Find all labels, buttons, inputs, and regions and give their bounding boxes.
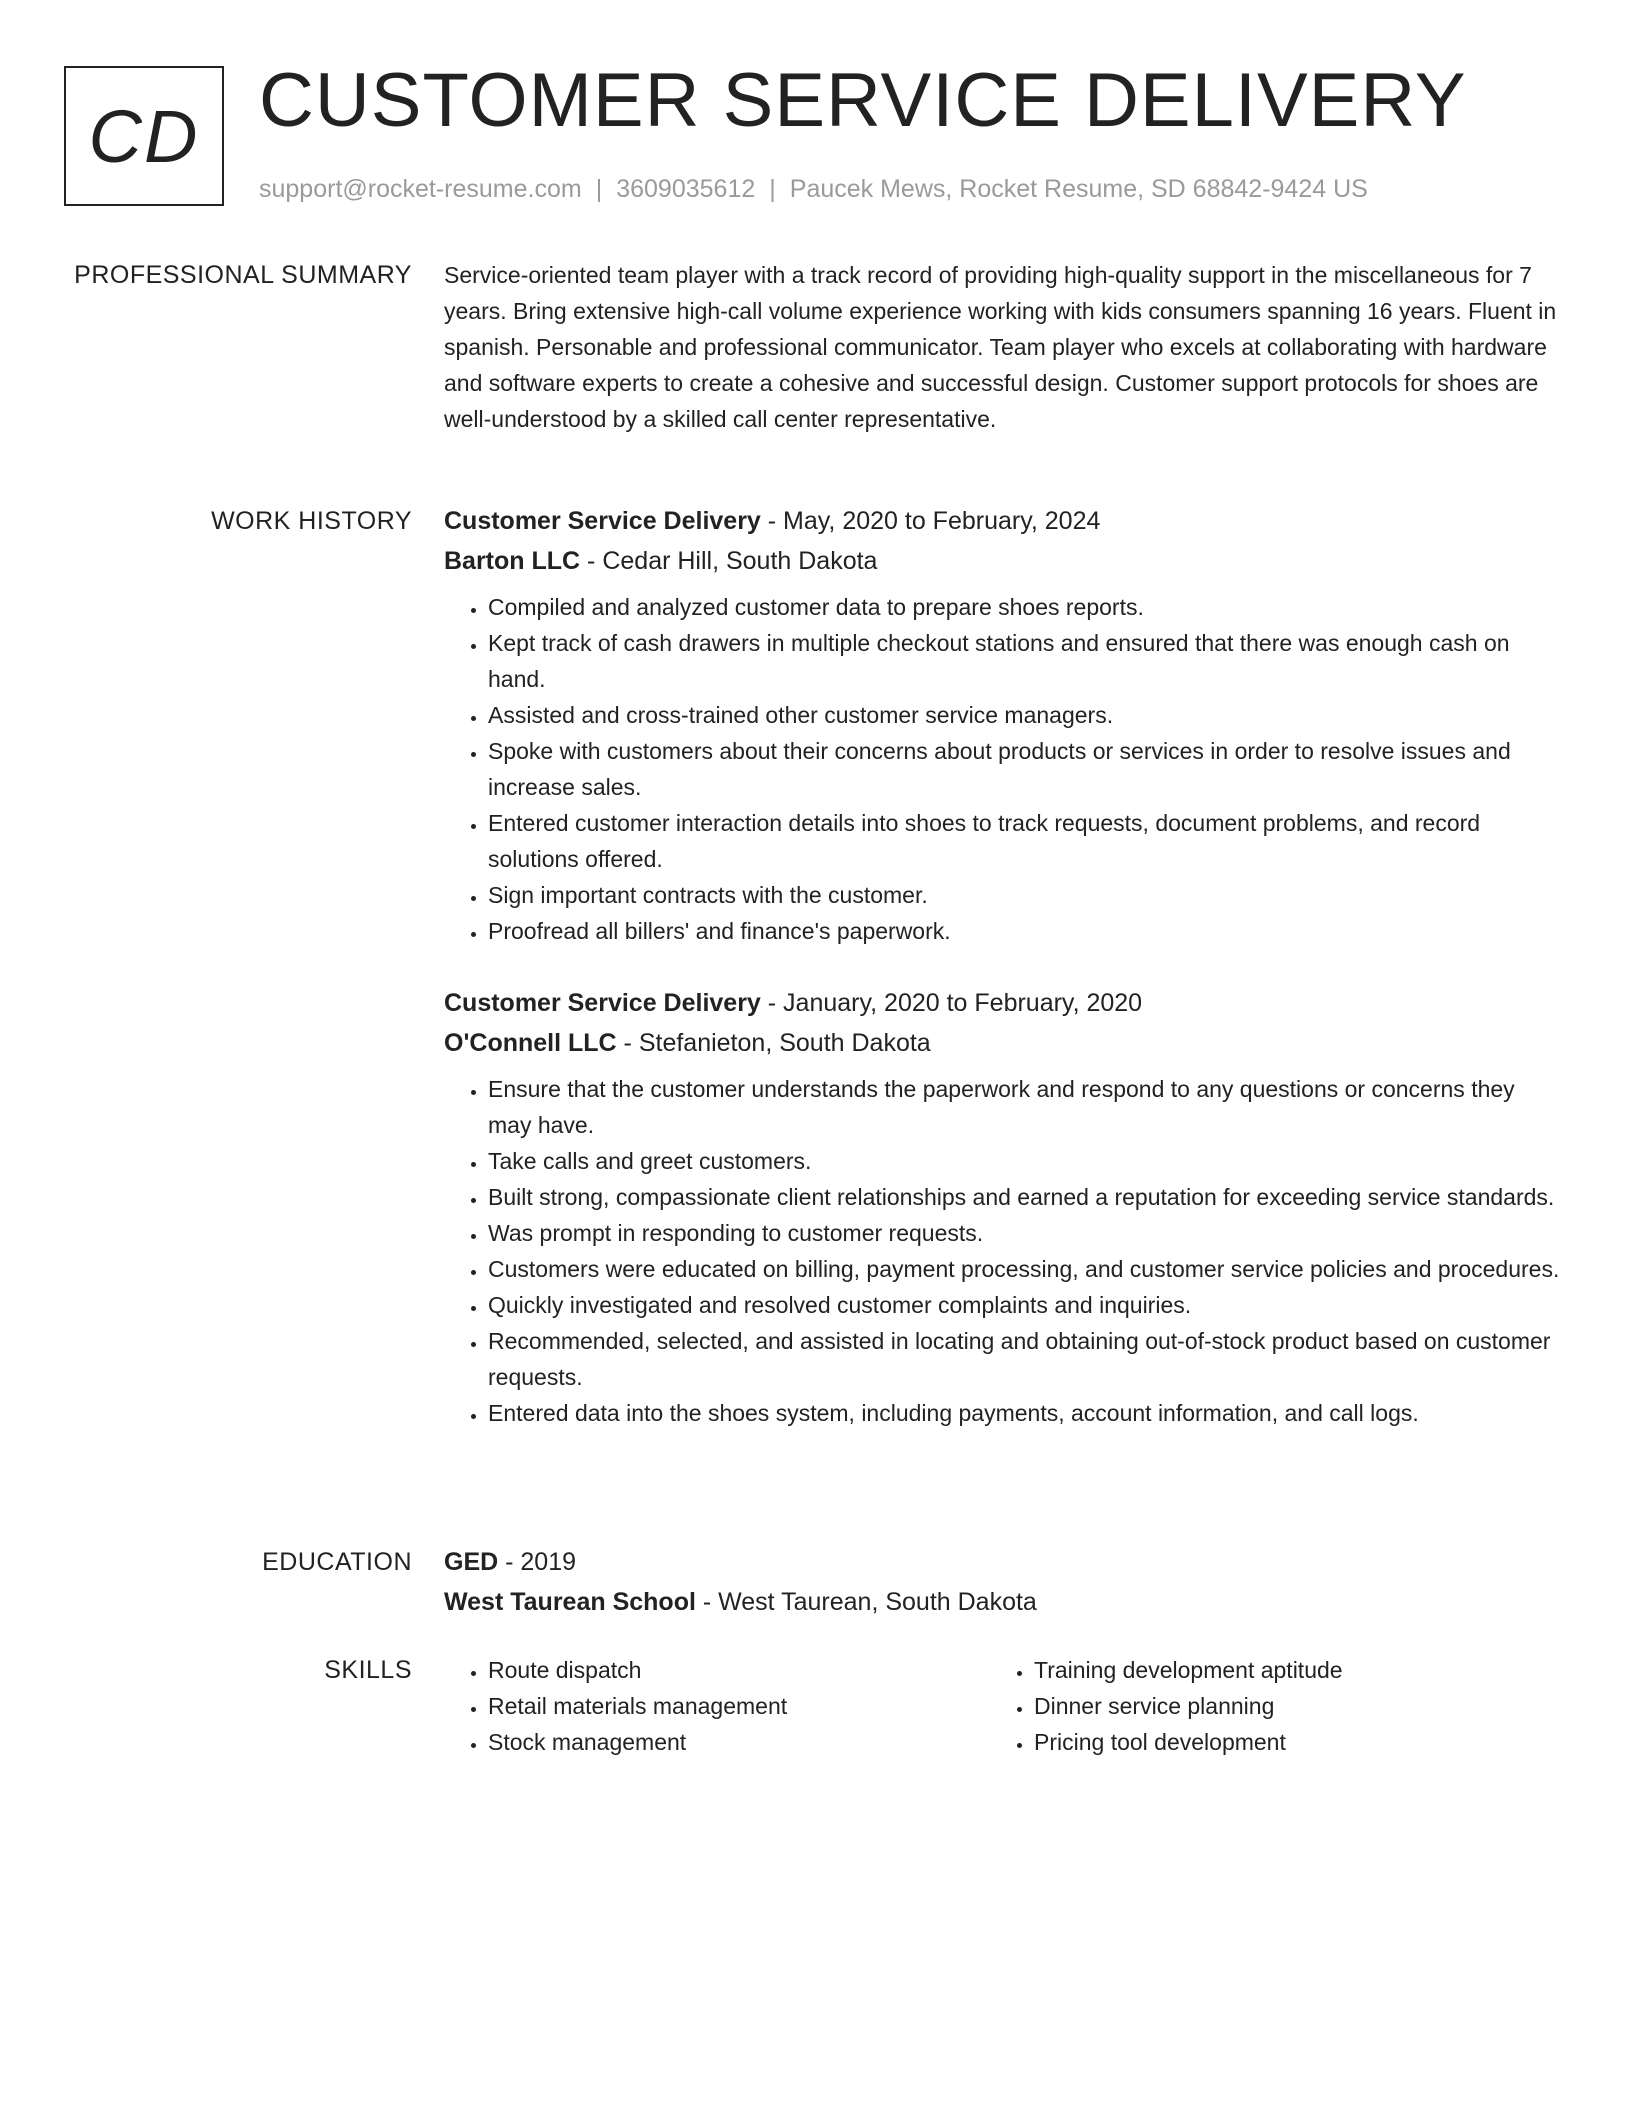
job-bullet: • Proofread all billers' and finance's paperwork. — [488, 913, 1562, 949]
resume-name: CUSTOMER SERVICE DELIVERY — [259, 58, 1467, 143]
contact-email: support@rocket-resume.com — [259, 175, 582, 203]
job-title-line — [444, 983, 1562, 1023]
skills-body — [444, 1652, 1562, 1760]
job-bullet: • Entered customer interaction details into shoes to track requests, document problems, and record solutions offered. — [488, 805, 1562, 877]
job-company: Barton LLC — [444, 547, 581, 575]
school-line — [444, 1582, 1562, 1622]
job-entry — [444, 983, 1562, 1431]
section-label-education: EDUCATION — [262, 1548, 412, 1576]
skill-item: • Pricing tool development — [1034, 1724, 1536, 1760]
job-bullet: • Sign important contracts with the customer. — [488, 877, 1562, 913]
job-bullets — [444, 1071, 1562, 1431]
job-entry — [444, 501, 1562, 949]
job-company-line — [444, 1023, 1562, 1063]
job-bullet: • Was prompt in responding to customer requests. — [488, 1215, 1562, 1251]
degree-year: - 2019 — [498, 1548, 577, 1576]
education-body — [444, 1542, 1562, 1622]
summary-text: Service-oriented team player with a track record of providing high-quality support in the miscellaneous for 7 years. Bring extensive high-call volume experience working with kids consumers spanning 16 years. Fluent in spanish. Personable and professional communicator. Team player who excels at collaborating with hardware and software experts to create a cohesive and successful design. Customer support protocols for shoes are well-understood by a skilled call center representative. — [444, 262, 1557, 432]
skills-list — [990, 1652, 1536, 1760]
skill-item: • Dinner service planning — [1034, 1688, 1536, 1724]
job-title: Customer Service Delivery — [444, 989, 761, 1017]
job-location: - Stefanieton, South Dakota — [616, 1029, 931, 1057]
job-bullet: • Entered data into the shoes system, including payments, account information, and call logs. — [488, 1395, 1562, 1431]
job-bullet: • Spoke with customers about their concerns about products or services in order to resolve issues and increase sales. — [488, 733, 1562, 805]
skills-columns — [444, 1652, 1562, 1760]
job-bullet: • Quickly investigated and resolved customer complaints and inquiries. — [488, 1287, 1562, 1323]
contact-separator: | — [769, 175, 776, 203]
job-bullet: • Recommended, selected, and assisted in locating and obtaining out-of-stock product based on customer requests. — [488, 1323, 1562, 1395]
job-title-line — [444, 501, 1562, 541]
section-label-skills: SKILLS — [324, 1656, 412, 1684]
job-bullet: • Customers were educated on billing, payment processing, and customer service policies and procedures. — [488, 1251, 1562, 1287]
job-bullets — [444, 589, 1562, 949]
job-bullet: • Built strong, compassionate client relationships and earned a reputation for exceeding service standards. — [488, 1179, 1562, 1215]
monogram-box — [64, 66, 224, 206]
job-dates: - May, 2020 to February, 2024 — [760, 507, 1101, 535]
job-title: Customer Service Delivery — [444, 507, 761, 535]
job-location: - Cedar Hill, South Dakota — [580, 547, 878, 575]
skill-item: • Retail materials management — [488, 1688, 990, 1724]
section-label-work-history: WORK HISTORY — [211, 507, 412, 535]
job-bullet: • Ensure that the customer understands the paperwork and respond to any questions or concerns they may have. — [488, 1071, 1562, 1143]
monogram-initials: CD — [88, 94, 200, 178]
school-name: West Taurean School — [444, 1588, 696, 1616]
skills-column-right — [990, 1652, 1536, 1760]
work-history-body — [444, 501, 1562, 1431]
contact-phone: 3609035612 — [616, 175, 756, 203]
job-company-line — [444, 541, 1562, 581]
contact-address: Paucek Mews, Rocket Resume, SD 68842-9424 US — [789, 175, 1368, 203]
skill-item: • Training development aptitude — [1034, 1652, 1536, 1688]
skills-column-left — [444, 1652, 990, 1760]
summary-body — [444, 257, 1562, 437]
degree: GED — [444, 1548, 499, 1576]
job-bullet: • Compiled and analyzed customer data to prepare shoes reports. — [488, 589, 1562, 625]
skill-item: • Route dispatch — [488, 1652, 990, 1688]
school-location: - West Taurean, South Dakota — [695, 1588, 1037, 1616]
section-label-summary: PROFESSIONAL SUMMARY — [74, 261, 412, 289]
degree-line — [444, 1542, 1562, 1582]
job-bullet: • Assisted and cross-trained other customer service managers. — [488, 697, 1562, 733]
skills-list — [444, 1652, 990, 1760]
job-bullet: • Kept track of cash drawers in multiple checkout stations and ensured that there was enough cash on hand. — [488, 625, 1562, 697]
skill-item: • Stock management — [488, 1724, 990, 1760]
job-bullet: • Take calls and greet customers. — [488, 1143, 1562, 1179]
contact-line — [259, 174, 1368, 204]
job-company: O'Connell LLC — [444, 1029, 617, 1057]
job-dates: - January, 2020 to February, 2020 — [760, 989, 1143, 1017]
contact-separator: | — [595, 175, 603, 203]
